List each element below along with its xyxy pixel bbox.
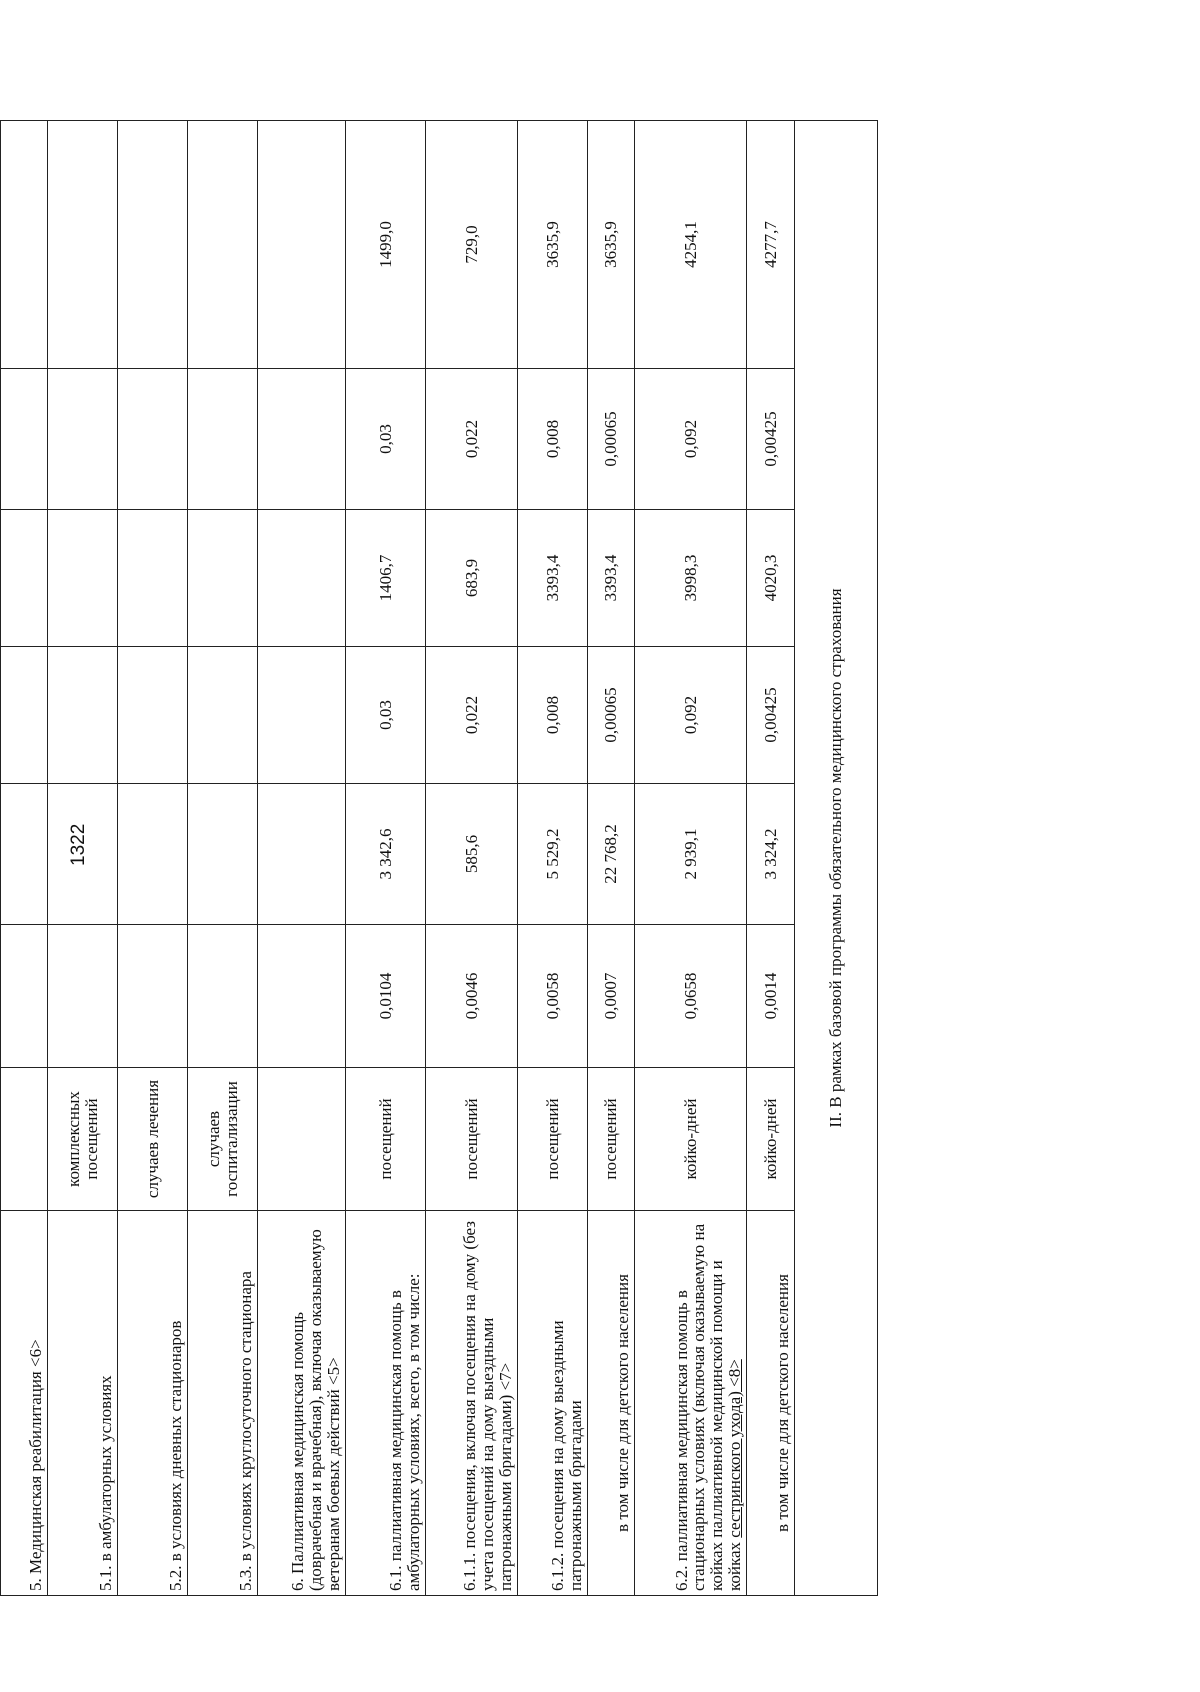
cell-value: 683,9 bbox=[426, 510, 518, 647]
cell-value: 0,008 bbox=[518, 647, 588, 784]
cell-value bbox=[258, 647, 346, 784]
row-name: в том числе для детского населения bbox=[588, 1211, 635, 1596]
row-unit: койко-дней bbox=[747, 1068, 795, 1211]
table-row bbox=[346, 121, 426, 1596]
cell-value bbox=[258, 369, 346, 510]
row-name: 5.3. в условиях круглосуточного стационара bbox=[188, 1211, 258, 1596]
page-number: 1322 bbox=[68, 823, 89, 866]
table-row bbox=[518, 121, 588, 1596]
row-name: 5.1. в амбулаторных условиях bbox=[48, 1211, 118, 1596]
cell-value: 0,00065 bbox=[588, 647, 635, 784]
row-unit: комплексных посещений bbox=[48, 1068, 118, 1211]
row-name: 6.1.1. посещения, включая посещения на дому (без учета посещений на дому выездными патронажными бригадами) <7> bbox=[426, 1211, 518, 1596]
cell-value bbox=[258, 925, 346, 1068]
cell-value: 3 342,6 bbox=[346, 784, 426, 925]
cell-value bbox=[118, 925, 188, 1068]
rotated-table-container bbox=[0, 121, 920, 1596]
cell-value: 5 529,2 bbox=[518, 784, 588, 925]
cell-value: 0,0658 bbox=[635, 925, 747, 1068]
cell-value: 0,0007 bbox=[588, 925, 635, 1068]
cell-value bbox=[48, 784, 118, 925]
cell-value: 0,0104 bbox=[346, 925, 426, 1068]
cell-value bbox=[188, 647, 258, 784]
cell-value bbox=[118, 510, 188, 647]
table-row bbox=[426, 121, 518, 1596]
cell-value: 0,022 bbox=[426, 647, 518, 784]
table-row bbox=[1, 121, 48, 1596]
cell-value bbox=[258, 784, 346, 925]
row-name: в том числе для детского населения bbox=[747, 1211, 795, 1596]
cell-value: 729,0 bbox=[426, 121, 518, 369]
cell-value: 0,022 bbox=[426, 369, 518, 510]
cell-value bbox=[118, 121, 188, 369]
table-row bbox=[258, 121, 346, 1596]
row-name-underlined: сестринского ухода) <8> bbox=[725, 1359, 745, 1538]
cell-value: 4020,3 bbox=[747, 510, 795, 647]
cell-value: 0,03 bbox=[346, 647, 426, 784]
cell-value bbox=[48, 369, 118, 510]
cell-value: 3635,9 bbox=[588, 121, 635, 369]
row-unit: посещений bbox=[426, 1068, 518, 1211]
cell-value bbox=[48, 510, 118, 647]
table-row bbox=[118, 121, 188, 1596]
row-name: 6. Паллиативная медицинская помощь (доврачебная и врачебная), включая оказываемую ветеранам боевых действий <5> bbox=[258, 1211, 346, 1596]
section-title: II. В рамках базовой программы обязательного медицинского страхования bbox=[795, 121, 878, 1596]
cell-value: 1406,7 bbox=[346, 510, 426, 647]
cell-value bbox=[118, 784, 188, 925]
cell-value: 0,008 bbox=[518, 369, 588, 510]
row-name: 6.1.2. посещения на дому выездными патронажными бригадами bbox=[518, 1211, 588, 1596]
program-table bbox=[0, 120, 878, 1596]
cell-value: 0,0046 bbox=[426, 925, 518, 1068]
cell-value: 0,0058 bbox=[518, 925, 588, 1068]
cell-value: 4277,7 bbox=[747, 121, 795, 369]
cell-value: 22 768,2 bbox=[588, 784, 635, 925]
row-name bbox=[635, 1211, 747, 1596]
row-unit: посещений bbox=[588, 1068, 635, 1211]
cell-value: 2 939,1 bbox=[635, 784, 747, 925]
cell-value bbox=[48, 647, 118, 784]
cell-value bbox=[1, 784, 48, 925]
row-name: 6.1. паллиативная медицинская помощь в амбулаторных условиях, всего, в том числе: bbox=[346, 1211, 426, 1596]
row-unit: случаев лечения bbox=[118, 1068, 188, 1211]
cell-value: 3998,3 bbox=[635, 510, 747, 647]
cell-value: 0,092 bbox=[635, 369, 747, 510]
cell-value: 0,092 bbox=[635, 647, 747, 784]
cell-value: 3 324,2 bbox=[747, 784, 795, 925]
cell-value: 1499,0 bbox=[346, 121, 426, 369]
cell-value bbox=[258, 121, 346, 369]
table-row bbox=[635, 121, 747, 1596]
cell-value: 3635,9 bbox=[518, 121, 588, 369]
cell-value: 0,03 bbox=[346, 369, 426, 510]
cell-value bbox=[1, 369, 48, 510]
cell-value bbox=[188, 510, 258, 647]
row-name: 5. Медицинская реабилитация <6> bbox=[1, 1211, 48, 1596]
cell-value bbox=[1, 510, 48, 647]
cell-value bbox=[188, 369, 258, 510]
cell-value bbox=[48, 925, 118, 1068]
cell-value bbox=[1, 121, 48, 369]
cell-value: 0,0014 bbox=[747, 925, 795, 1068]
cell-value bbox=[48, 121, 118, 369]
cell-value bbox=[188, 121, 258, 369]
cell-value: 585,6 bbox=[426, 784, 518, 925]
cell-value bbox=[1, 925, 48, 1068]
cell-value: 0,00425 bbox=[747, 647, 795, 784]
cell-value: 3393,4 bbox=[588, 510, 635, 647]
cell-value bbox=[258, 510, 346, 647]
table-row bbox=[188, 121, 258, 1596]
section-row bbox=[795, 121, 878, 1596]
cell-value: 0,00065 bbox=[588, 369, 635, 510]
row-unit: койко-дней bbox=[635, 1068, 747, 1211]
row-name: 5.2. в условиях дневных стационаров bbox=[118, 1211, 188, 1596]
table-row bbox=[48, 121, 118, 1596]
cell-value: 3393,4 bbox=[518, 510, 588, 647]
row-unit: посещений bbox=[346, 1068, 426, 1211]
row-unit bbox=[1, 1068, 48, 1211]
row-unit: случаев госпитализации bbox=[188, 1068, 258, 1211]
cell-value bbox=[118, 647, 188, 784]
cell-value bbox=[188, 925, 258, 1068]
row-name-text: 6.2. паллиативная медицинская помощь в стационарных условиях (включая оказываемую на койках паллиативной медицинской помощи и койках bbox=[671, 1223, 745, 1591]
cell-value bbox=[118, 369, 188, 510]
table-row bbox=[747, 121, 795, 1596]
cell-value: 4254,1 bbox=[635, 121, 747, 369]
row-unit: посещений bbox=[518, 1068, 588, 1211]
cell-value: 0,00425 bbox=[747, 369, 795, 510]
row-unit bbox=[258, 1068, 346, 1211]
cell-value bbox=[1, 647, 48, 784]
table-row bbox=[588, 121, 635, 1596]
cell-value bbox=[188, 784, 258, 925]
